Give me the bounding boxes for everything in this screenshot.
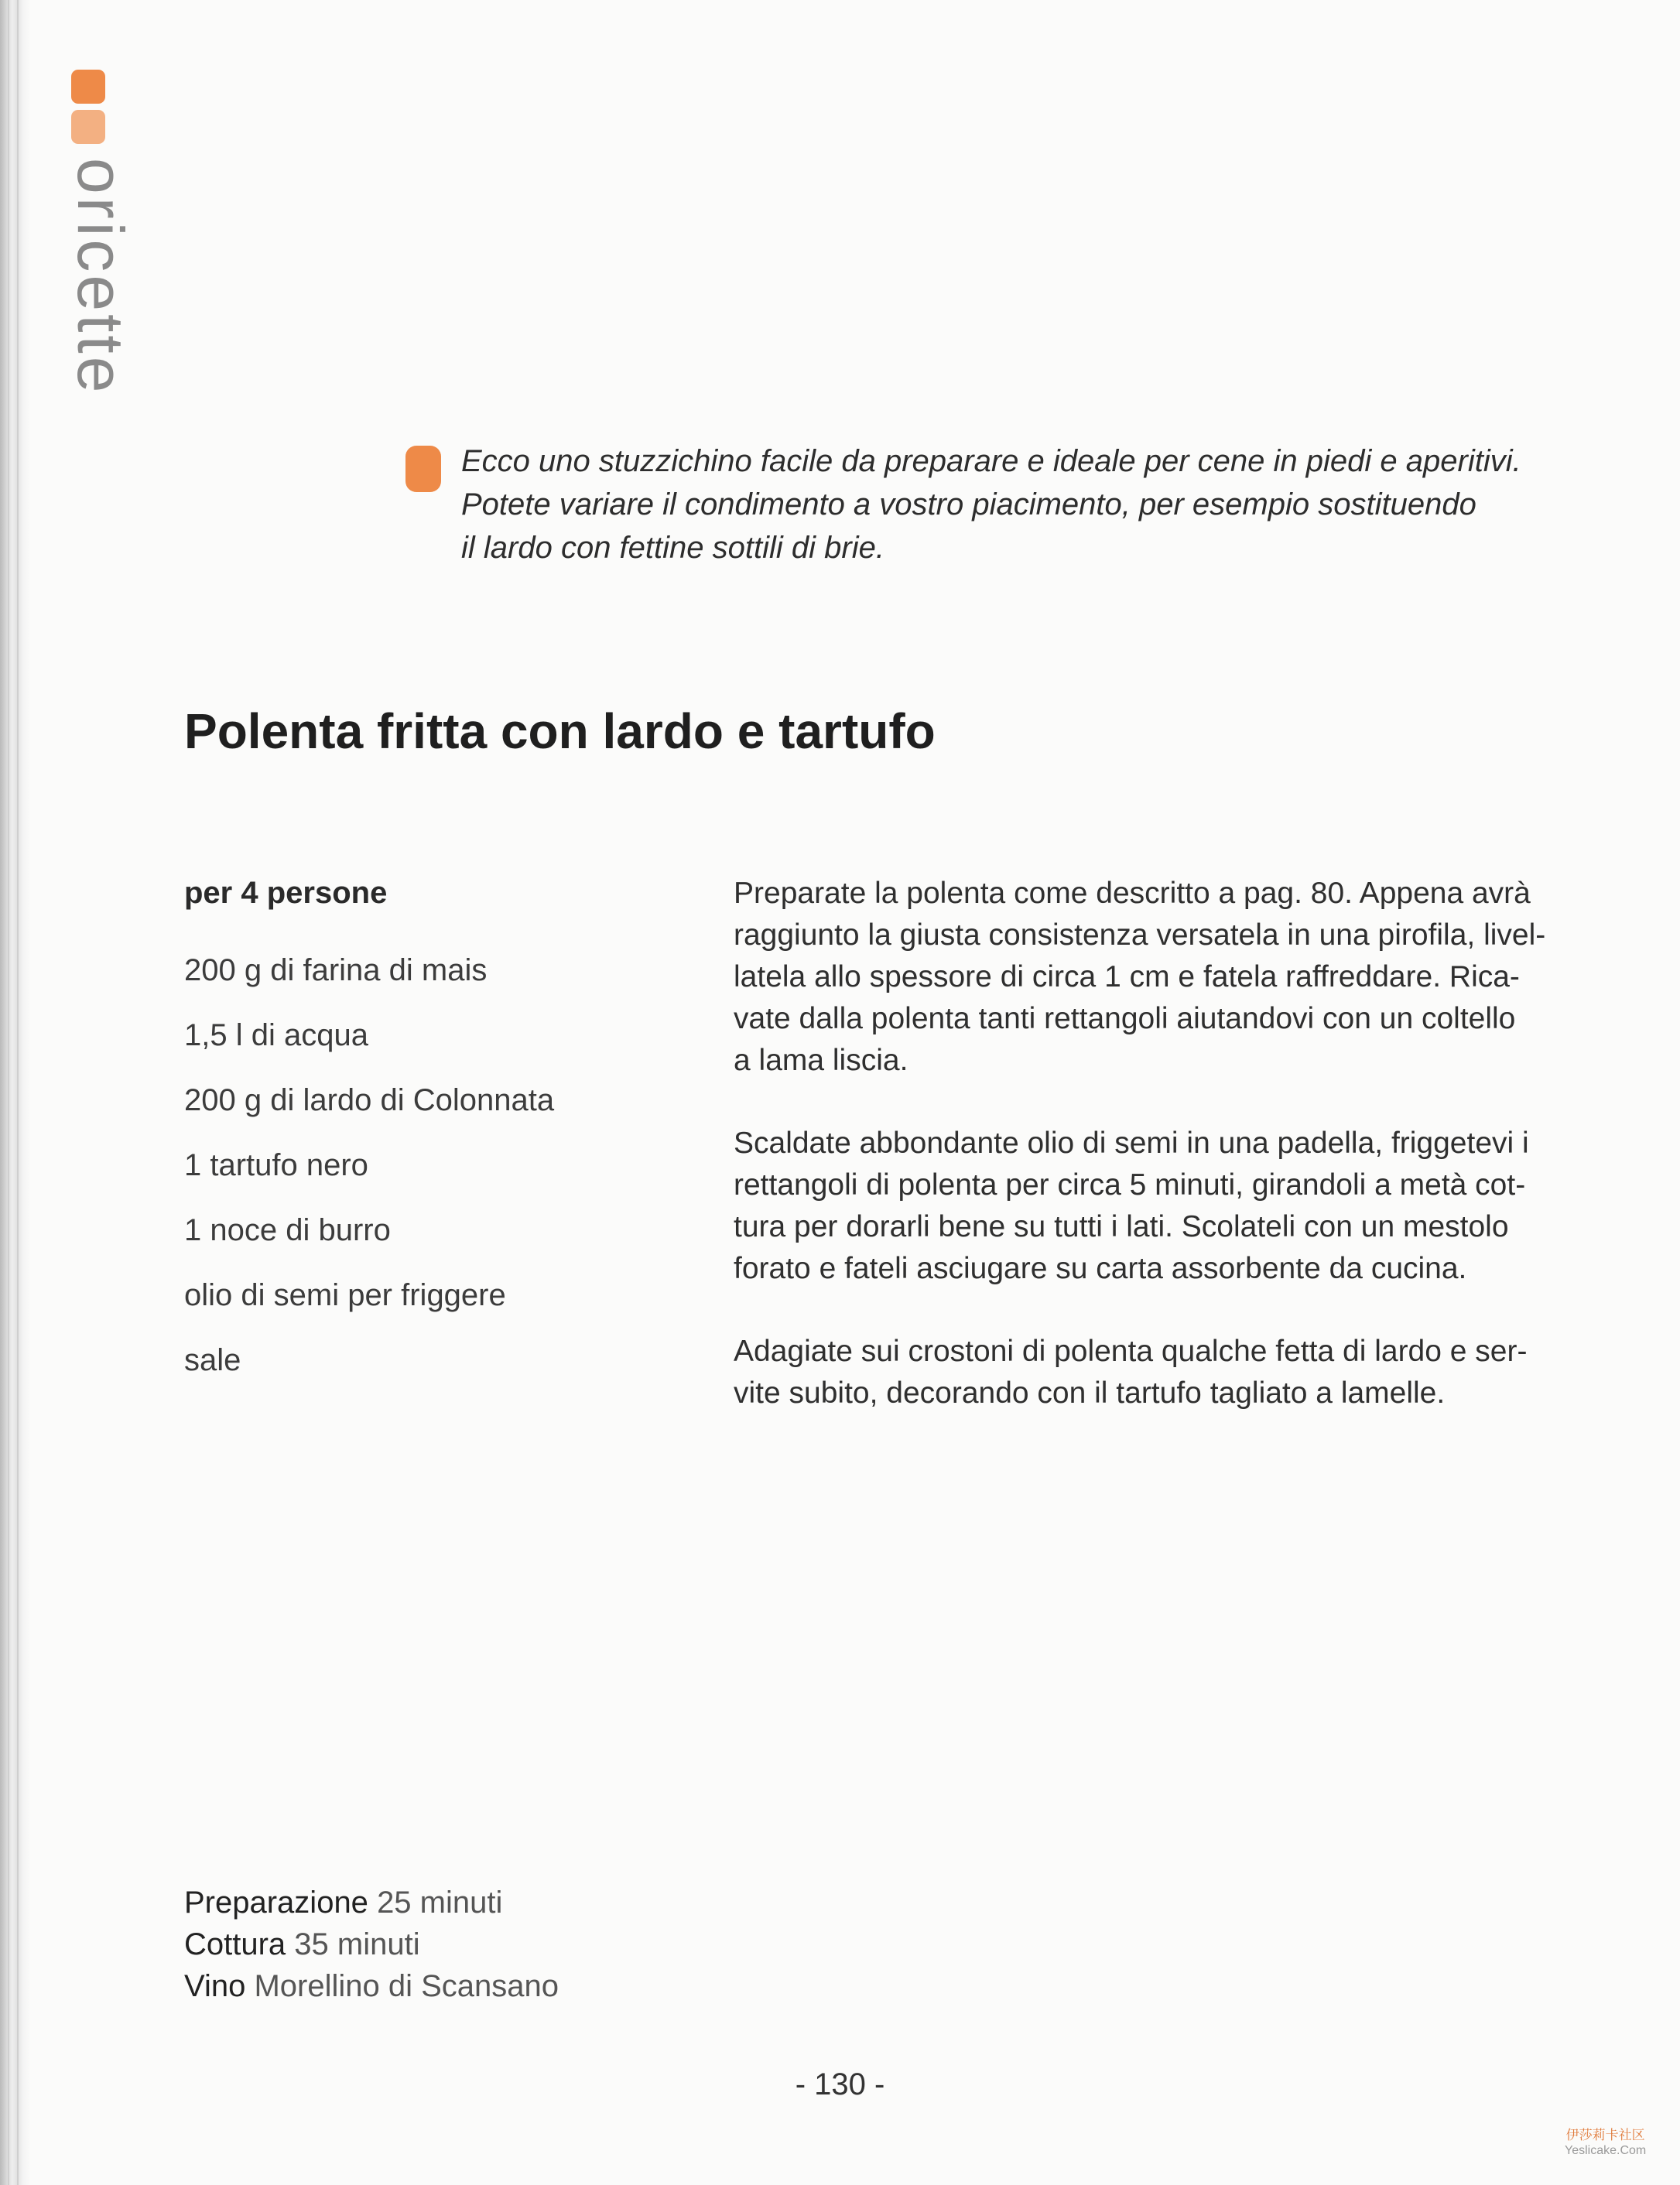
step-line: raggiunto la giusta consistenza versatela in una pirofila, livel-: [734, 918, 1546, 952]
binding-edge-line: [8, 0, 9, 2185]
step-line: a lama liscia.: [734, 1044, 908, 1077]
cook-label: Cottura: [184, 1927, 286, 1961]
ingredient-item: 200 g di lardo di Colonnata: [184, 1083, 555, 1117]
wine-row: [184, 1965, 559, 2007]
step-line: Adagiate sui crostoni di polenta qualche fetta di lardo e ser-: [734, 1335, 1528, 1368]
wine-label: Vino: [184, 1969, 246, 2003]
prep-time-row: [184, 1882, 559, 1923]
step-line: latela allo spessore di circa 1 cm e fatela raffreddare. Rica-: [734, 960, 1520, 993]
step-line: vate dalla polenta tanti rettangoli aiutandovi con un coltello: [734, 1002, 1516, 1035]
prep-label: Preparazione: [184, 1886, 368, 1920]
ingredient-item: 1 tartufo nero: [184, 1148, 368, 1182]
watermark: [1565, 2128, 1646, 2159]
step-line: forato e fateli asciugare su carta assorbente da cucina.: [734, 1252, 1467, 1285]
page-number: - 130 -: [795, 2067, 885, 2101]
step-line: tura per dorarli bene su tutti i lati. Scolateli con un mestolo: [734, 1210, 1509, 1243]
section-label-text: ricette: [64, 197, 137, 396]
watermark-line-2: Yeslicake.Com: [1565, 2144, 1647, 2158]
step-paragraph: [734, 873, 1600, 1082]
intro-line: il lardo con fettine sottili di brie.: [461, 531, 884, 565]
intro-text: [461, 439, 1606, 569]
ingredients-list: [184, 938, 554, 1393]
cook-time-row: [184, 1923, 559, 1965]
step-line: vite subito, decorando con il tartufo tagliato a lamelle.: [734, 1376, 1446, 1410]
step-line: Scaldate abbondante olio di semi in una padella, friggetevi i: [734, 1127, 1529, 1160]
intro-line: Potete variare il condimento a vostro piacimento, per esempio sostituendo: [461, 487, 1476, 521]
circle-icon: o: [64, 158, 137, 197]
servings-label: per 4 persone: [184, 876, 388, 910]
step-paragraph: [734, 1331, 1600, 1414]
ingredient-item: 1 noce di burro: [184, 1213, 391, 1247]
ingredient-item: olio di semi per friggere: [184, 1278, 506, 1312]
ingredient-item: sale: [184, 1343, 241, 1377]
accent-square-light-icon: [71, 110, 105, 144]
cook-value: 35 minuti: [294, 1927, 420, 1961]
ingredient-item: 1,5 l di acqua: [184, 1018, 368, 1052]
wine-value: Morellino di Scansano: [254, 1969, 559, 2003]
step-line: rettangoli di polenta per circa 5 minuti, girandoli a metà cot-: [734, 1168, 1526, 1202]
intro-bullet-icon: [405, 446, 441, 492]
ingredient-item: 200 g di farina di mais: [184, 953, 488, 987]
intro-line: Ecco uno stuzzichino facile da preparare e ideale per cene in piedi e aperitivi.: [461, 444, 1521, 478]
binding-edge-line: [17, 0, 19, 2185]
step-paragraph: [734, 1123, 1600, 1290]
recipe-meta: [184, 1882, 559, 2007]
section-label: [64, 158, 137, 396]
prep-value: 25 minuti: [377, 1886, 503, 1920]
recipe-title: Polenta fritta con lardo e tartufo: [184, 703, 936, 759]
book-binding-shadow: [0, 0, 31, 2185]
recipe-steps: [734, 873, 1600, 1455]
accent-square-icon: [71, 70, 105, 104]
watermark-line-1: 伊莎莉卡社区: [1565, 2128, 1645, 2142]
step-line: Preparate la polenta come descritto a pag. 80. Appena avrà: [734, 877, 1531, 910]
